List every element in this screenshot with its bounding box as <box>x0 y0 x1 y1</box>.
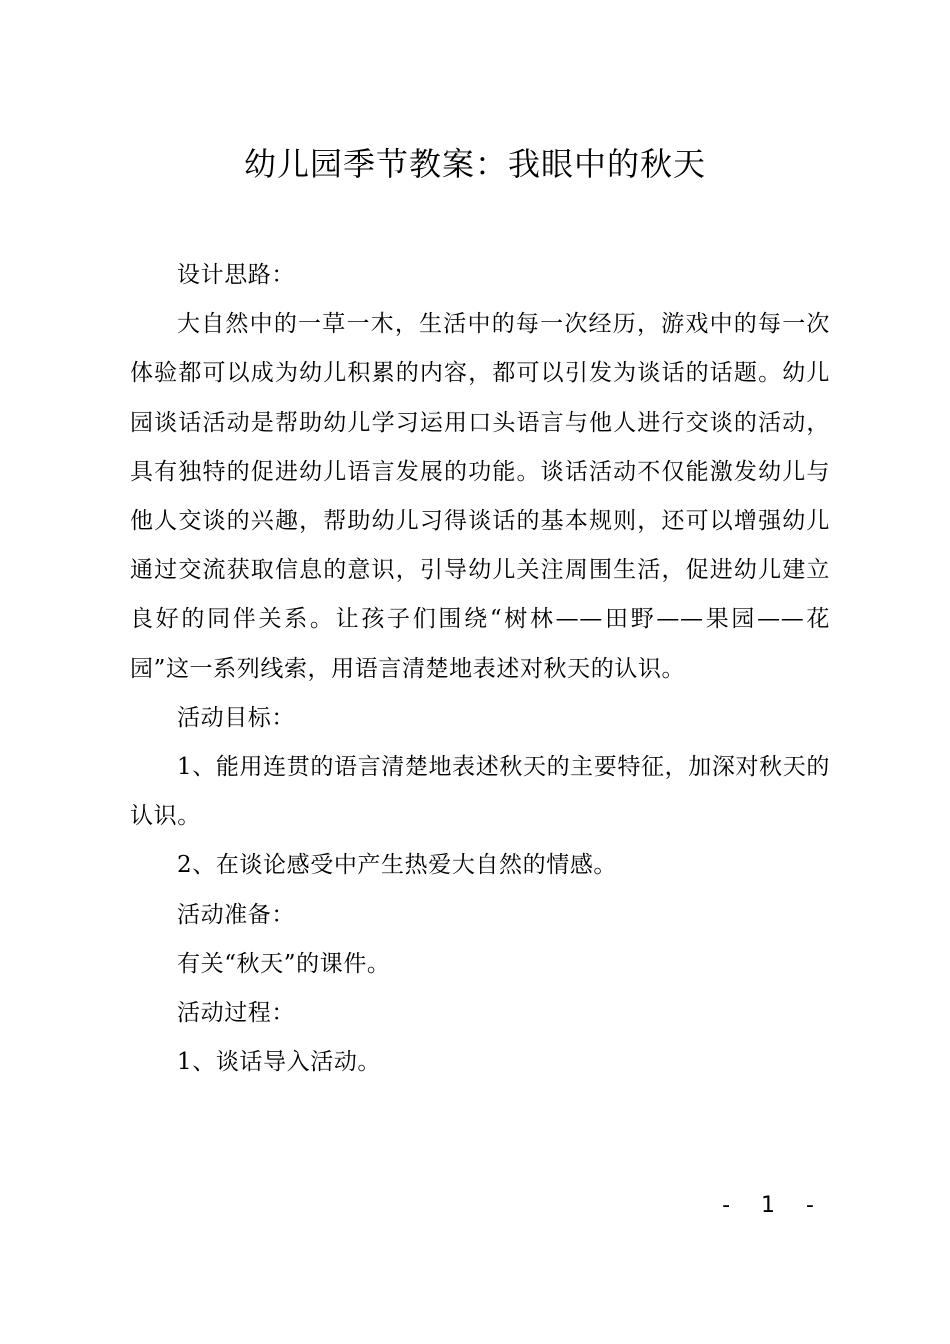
process-item-1: 1、谈话导入活动。 <box>177 1049 382 1076</box>
section-heading-process: 活动过程： <box>177 1000 295 1027</box>
paragraph-design-idea: 大自然中的一草一木，生活中的每一次经历，游戏中的每一次体验都可以成为幼儿积累的内容，都可以引发为谈话的话题。幼儿园谈话活动是帮助幼儿学习运用口头语言与他人进行交谈的活动，具有独特的促进幼儿语言发展的功能。谈话活动不仅能激发幼儿与他人交谈的兴趣，帮助幼儿习得谈话的基本规则，还可以增强幼儿通过交流获取信息的意识，引导幼儿关注周围生活，促进幼儿建立良好的同伴关系。让孩子们围绕“树林——田野——果园——花园”这一系列线索，用语言清楚地表述对秋天的认识。 <box>130 311 830 682</box>
preparation-item: 有关“秋天”的课件。 <box>177 950 391 977</box>
goal-item-2: 2、在谈论感受中产生热爱大自然的情感。 <box>177 852 618 879</box>
section-heading-design: 设计思路： <box>177 262 295 288</box>
section-heading-goals: 活动目标： <box>177 704 295 731</box>
section-heading-preparation: 活动准备： <box>177 901 295 928</box>
goal-item-1: 1、能用连贯的语言清楚地表述秋天的主要特征，加深对秋天的认识。 <box>130 754 830 830</box>
document-title: 幼儿园季节教案：我眼中的秋天 <box>243 145 706 183</box>
page-number: - 1 - <box>722 1193 826 1218</box>
document-body <box>130 251 830 1087</box>
